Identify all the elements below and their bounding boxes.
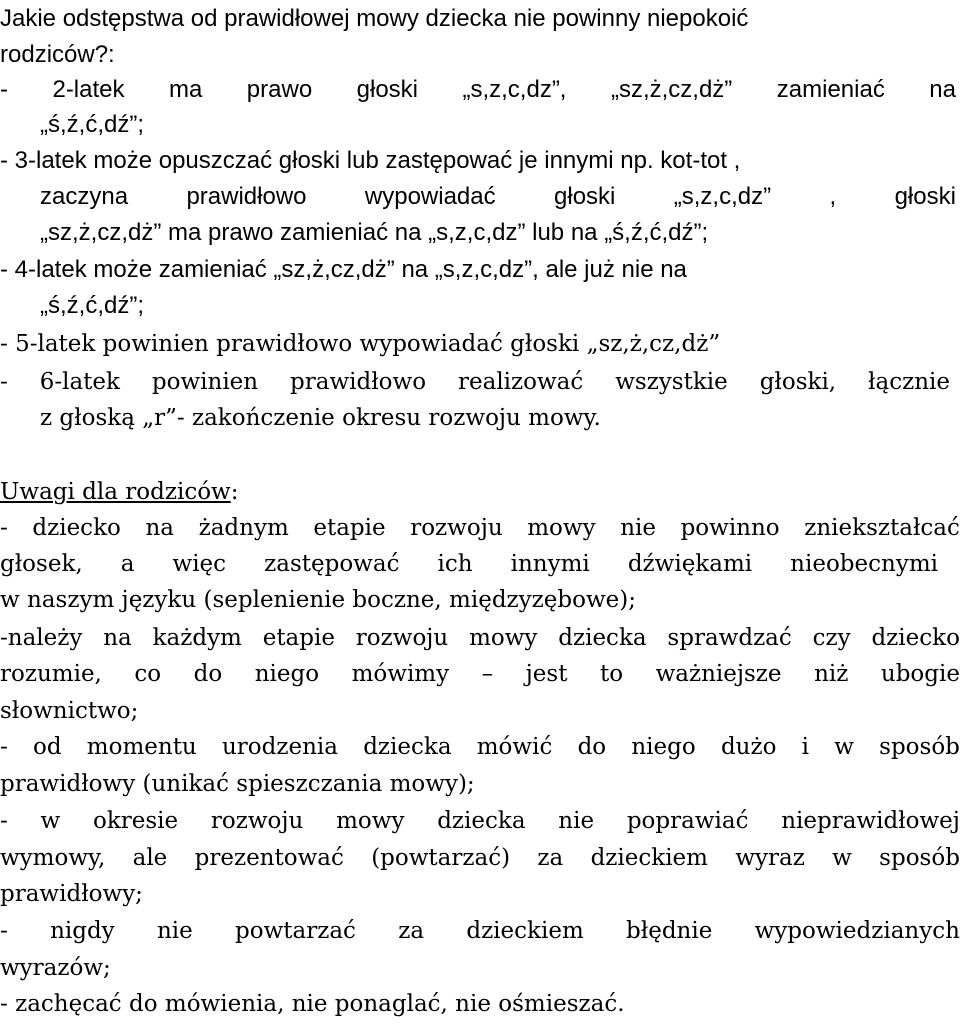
word: 6-latek (39, 369, 120, 395)
word: prawidłowo (186, 183, 307, 210)
word: dzieckiem (590, 845, 708, 871)
remark-line-8: prawidłowy (unikać spieszczania mowy); (0, 771, 475, 797)
word: od (33, 734, 62, 760)
word: mowy (336, 808, 405, 834)
word: a (120, 551, 135, 577)
word: mówić (476, 734, 553, 760)
word: rozwoju (410, 515, 503, 541)
word: ma (168, 76, 203, 103)
word: sprawdzać (667, 625, 792, 651)
word: prezentować (194, 845, 344, 871)
word: wypowiadać (364, 183, 496, 210)
item-6-latek-line1 (0, 364, 960, 401)
word: każdym (152, 625, 242, 651)
word: głoski, (759, 369, 837, 395)
word: niż (814, 661, 849, 687)
word: wszystkie (615, 369, 728, 395)
remark-line-1 (0, 510, 960, 547)
word: błędnie (626, 918, 713, 944)
word: dziecka (558, 625, 647, 651)
word: jest (525, 661, 568, 687)
word: , (829, 183, 837, 210)
word: mówimy (351, 661, 450, 687)
word: „s,z,c,dz” (673, 183, 772, 210)
word: na (145, 515, 174, 541)
word: co (134, 661, 162, 687)
word: ważniejsze (655, 661, 782, 687)
word: do (577, 734, 607, 760)
word: etapie (313, 515, 386, 541)
word: zastępować (264, 551, 400, 577)
word: nieprawidłowej (781, 808, 960, 834)
word: za (398, 918, 425, 944)
item-2-latek-line2: „ś,ź,ć,dź”; (40, 111, 145, 138)
section2-heading (0, 474, 960, 511)
word: głosek, (0, 551, 83, 577)
remark-line-5 (0, 656, 960, 693)
remark-line-9 (0, 803, 960, 840)
word: dziecko (871, 625, 960, 651)
remark-line-3: w naszym języku (seplenienie boczne, międzyzębowe); (0, 587, 636, 613)
word: zniekształcać (804, 515, 960, 541)
word: - (0, 808, 8, 834)
item-5-latek-line1: - 5-latek powinien prawidłowo wypowiadać głoski „sz,ż,cz,dż” (0, 331, 721, 357)
word: do (193, 661, 223, 687)
word: urodzenia (221, 734, 338, 760)
word: -należy (0, 625, 83, 651)
remark-line-2 (0, 546, 960, 583)
word: wypowiedzianych (754, 918, 960, 944)
remark-line-13: wyrazów; (0, 955, 111, 981)
word: łącznie (868, 369, 950, 395)
word: ich (437, 551, 473, 577)
word: nigdy (50, 918, 115, 944)
remark-line-14: - zachęcać do mówienia, nie ponaglać, nie ośmieszać. (0, 991, 625, 1017)
word: żadnym (198, 515, 289, 541)
word: „sz,ż,cz,dż” (610, 76, 733, 103)
remark-line-6: słownictwo; (0, 698, 139, 724)
word: na (929, 76, 956, 103)
word: ubogie (880, 661, 960, 687)
word: - (0, 918, 8, 944)
word: i (801, 734, 810, 760)
word: (powtarzać) (371, 845, 511, 871)
word: dziecka (437, 808, 526, 834)
item-3-latek-line1: - 3-latek może opuszczać głoski lub zastępować je innymi np. kot-tot , (0, 147, 741, 174)
item-4-latek-line1: - 4-latek może zamieniać „sz,ż,cz,dż” na „s,z,c,dz”, ale już nie na (0, 256, 687, 283)
word: czy (812, 625, 851, 651)
word: mowy (469, 625, 538, 651)
word: poprawiać (626, 808, 749, 834)
section2-heading-text: Uwagi dla rodziców (0, 479, 231, 505)
word: - (0, 369, 8, 395)
remark-line-4 (0, 620, 960, 657)
word: sposób (879, 845, 960, 871)
word: - (0, 734, 8, 760)
word: rozumie, (0, 661, 102, 687)
remark-line-12 (0, 913, 960, 950)
word: - (0, 76, 8, 103)
word: głoski (894, 183, 956, 210)
word: prawo (246, 76, 313, 103)
word: niego (254, 661, 320, 687)
remark-line-7 (0, 729, 960, 766)
word: „s,z,c,dz”, (462, 76, 567, 103)
word: - (0, 515, 8, 541)
remark-line-10 (0, 840, 960, 877)
word: to (599, 661, 624, 687)
word: nie (558, 808, 595, 834)
word: w (834, 734, 854, 760)
word: zamieniać (776, 76, 885, 103)
word: rozwoju (355, 625, 449, 651)
word: nie (156, 918, 193, 944)
word: dźwiękami (627, 551, 753, 577)
item-3-latek-line3: „sz,ż,cz,dż” ma prawo zamieniać na „s,z,c,dz” lub na „ś,ź,ć,dź”; (40, 219, 709, 246)
word: nieobecnymi (790, 551, 938, 577)
word: więc (172, 551, 227, 577)
item-6-latek-line2: z głoską „r”- zakończenie okresu rozwoju mowy. (40, 405, 601, 431)
item-3-latek-line2 (40, 178, 956, 215)
word: głoski (356, 76, 418, 103)
word: wyraz (735, 845, 805, 871)
word: 2-latek (52, 76, 125, 103)
word: powinno (680, 515, 780, 541)
section1-title-line1: Jakie odstępstwa od prawidłowej mowy dziecka nie powinny niepokoić (0, 5, 749, 32)
word: głoski (554, 183, 616, 210)
word: momentu (86, 734, 197, 760)
section2-heading-colon: : (230, 479, 239, 505)
section1-title-line2: rodziców?: (0, 41, 115, 68)
word: sposób (879, 734, 960, 760)
word: za (537, 845, 564, 871)
word: wymowy, (0, 845, 106, 871)
word: powinien (151, 369, 259, 395)
word: niego (631, 734, 696, 760)
word: zaczyna (40, 183, 129, 210)
word: powtarzać (235, 918, 356, 944)
word: – (481, 661, 494, 687)
word: w (40, 808, 61, 834)
word: ale (132, 845, 168, 871)
remark-line-11: prawidłowy; (0, 881, 143, 907)
word: w (832, 845, 852, 871)
word: dzieckiem (466, 918, 584, 944)
word: dziecka (363, 734, 452, 760)
word: innymi (510, 551, 590, 577)
word: realizować (458, 369, 584, 395)
word: etapie (262, 625, 335, 651)
word: okresie (92, 808, 179, 834)
word: dużo (720, 734, 777, 760)
item-4-latek-line2: „ś,ź,ć,dź”; (40, 292, 145, 319)
word: na (103, 625, 132, 651)
word: dziecko (32, 515, 121, 541)
item-2-latek-line1 (0, 71, 960, 108)
word: mowy (527, 515, 596, 541)
word: rozwoju (210, 808, 304, 834)
word: prawidłowo (290, 369, 427, 395)
word: nie (620, 515, 656, 541)
